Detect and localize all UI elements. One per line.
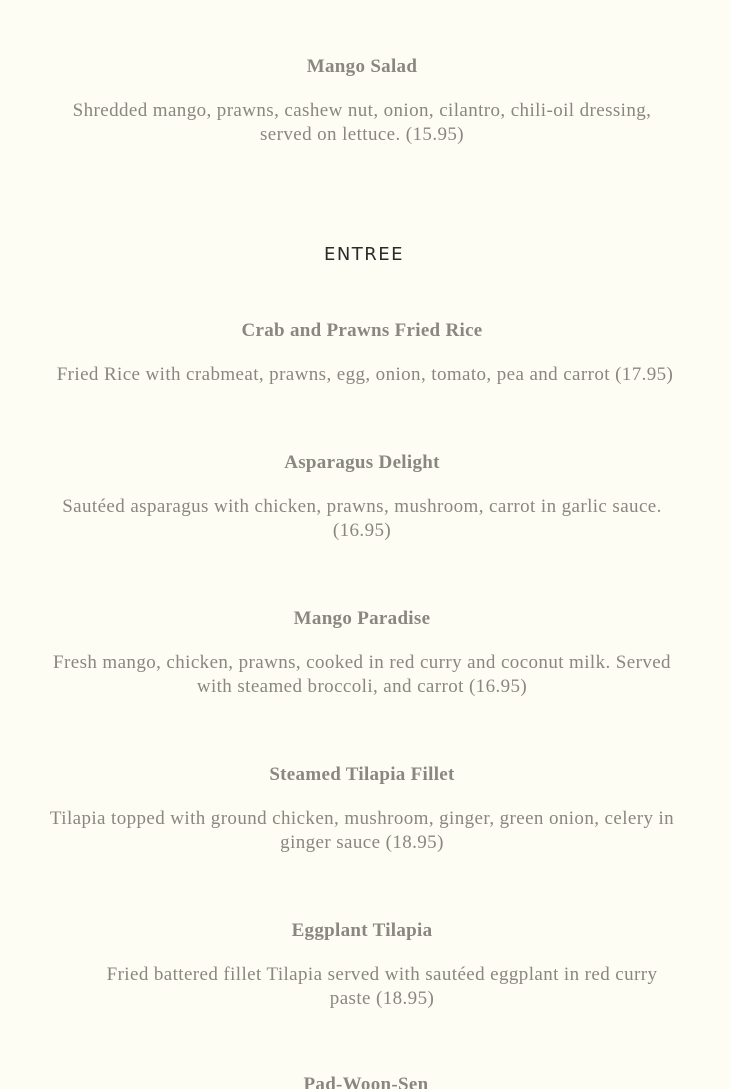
menu-item-description-line: paste (18.95) — [329, 988, 435, 1009]
menu-item-title: Asparagus Delight — [284, 452, 440, 473]
menu-item-description — [0, 651, 724, 699]
menu-item-description-line: with steamed broccoli, and carrot (16.95) — [196, 676, 528, 697]
menu-item-description — [0, 363, 730, 387]
menu-item-description-line: Fried battered fillet Tilapia served with sautéed eggplant in red curry — [106, 964, 658, 985]
menu-item-description-line: Sautéed asparagus with chicken, prawns, mushroom, carrot in garlic sauce. — [62, 496, 662, 517]
menu-item-title: Mango Paradise — [293, 608, 431, 629]
menu-item-description — [0, 99, 724, 147]
menu-item-description — [0, 807, 724, 855]
section-heading-entree: ENTREE — [323, 244, 405, 265]
menu-item-description-line: Shredded mango, prawns, cashew nut, onion, cilantro, chili-oil dressing, — [72, 100, 652, 121]
menu-item-title: Pad-Woon-Sen — [303, 1074, 429, 1089]
menu-item-description — [78, 963, 686, 1011]
menu-item-description-line: Fresh mango, chicken, prawns, cooked in red curry and coconut milk. Served — [53, 652, 671, 673]
menu-item-title: Eggplant Tilapia — [291, 920, 433, 941]
menu-item-description-line: ginger sauce (18.95) — [280, 832, 444, 853]
menu-item-description-line: Tilapia topped with ground chicken, mushroom, ginger, green onion, celery in — [49, 808, 675, 829]
menu-item-description-line: served on lettuce. (15.95) — [259, 124, 465, 145]
menu-item-description — [0, 495, 724, 543]
menu-item-description-line: (16.95) — [332, 520, 392, 541]
menu-item-title: Steamed Tilapia Fillet — [269, 764, 455, 785]
menu-item-title: Crab and Prawns Fried Rice — [241, 320, 483, 341]
menu-item-title: Mango Salad — [306, 56, 418, 77]
menu-item-description-line: Fried Rice with crabmeat, prawns, egg, onion, tomato, pea and carrot (17.95) — [56, 364, 674, 385]
